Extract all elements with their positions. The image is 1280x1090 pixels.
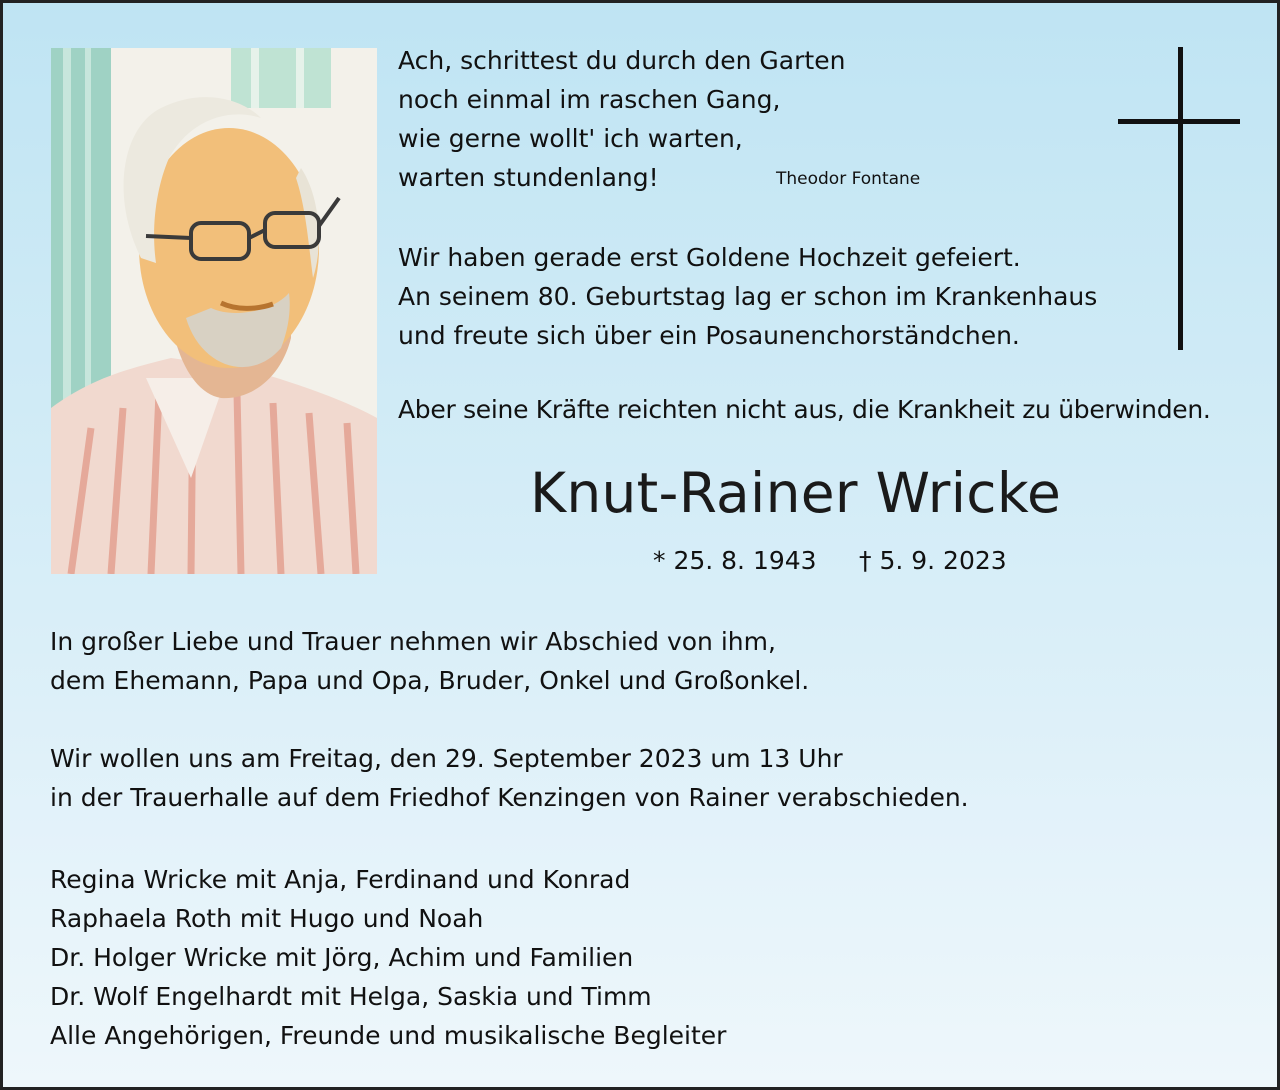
funeral-details: [50, 739, 969, 817]
mourner-entry: Dr. Wolf Engelhardt mit Helga, Saskia und Timm: [50, 982, 652, 1011]
poem-line: Ach, schrittest du durch den Garten: [398, 46, 846, 75]
notice-text: [398, 238, 1097, 355]
mourners-list: [50, 860, 726, 1055]
portrait-photo: [51, 48, 377, 574]
latin-cross-graphic: [1116, 47, 1246, 353]
mourner-entry: Regina Wricke mit Anja, Ferdinand und Konrad: [50, 865, 631, 894]
poem-line: warten stundenlang!: [398, 163, 659, 192]
intro-line: dem Ehemann, Papa und Opa, Bruder, Onkel und Großonkel.: [50, 666, 810, 695]
intro-line: In großer Liebe und Trauer nehmen wir Abschied von ihm,: [50, 627, 776, 656]
mourner-entry: Alle Angehörigen, Freunde und musikalische Begleiter: [50, 1021, 727, 1050]
latin-cross-icon: [1116, 47, 1246, 357]
death-date: † 5. 9. 2023: [859, 546, 1007, 575]
notice-closing: Aber seine Kräfte reichten nicht aus, die Krankheit zu überwinden.: [398, 395, 1211, 424]
poem-line: noch einmal im raschen Gang,: [398, 85, 781, 114]
deceased-name: Knut-Rainer Wricke: [530, 461, 1062, 525]
portrait-illustration: [51, 48, 377, 574]
mourner-entry: Raphaela Roth mit Hugo und Noah: [50, 904, 484, 933]
poem-line: wie gerne wollt' ich warten,: [398, 124, 743, 153]
notice-line: Wir haben gerade erst Goldene Hochzeit gefeiert.: [398, 243, 1021, 272]
poem-author: Theodor Fontane: [776, 169, 921, 189]
notice-line: und freute sich über ein Posaunenchorständchen.: [398, 321, 1020, 350]
notice-line: An seinem 80. Geburtstag lag er schon im Krankenhaus: [398, 282, 1098, 311]
mourner-entry: Dr. Holger Wricke mit Jörg, Achim und Familien: [50, 943, 634, 972]
mourning-intro: [50, 622, 809, 700]
birth-date: * 25. 8. 1943: [653, 546, 817, 575]
funeral-line: in der Trauerhalle auf dem Friedhof Kenzingen von Rainer verabschieden.: [50, 783, 969, 812]
funeral-line: Wir wollen uns am Freitag, den 29. September 2023 um 13 Uhr: [50, 744, 843, 773]
